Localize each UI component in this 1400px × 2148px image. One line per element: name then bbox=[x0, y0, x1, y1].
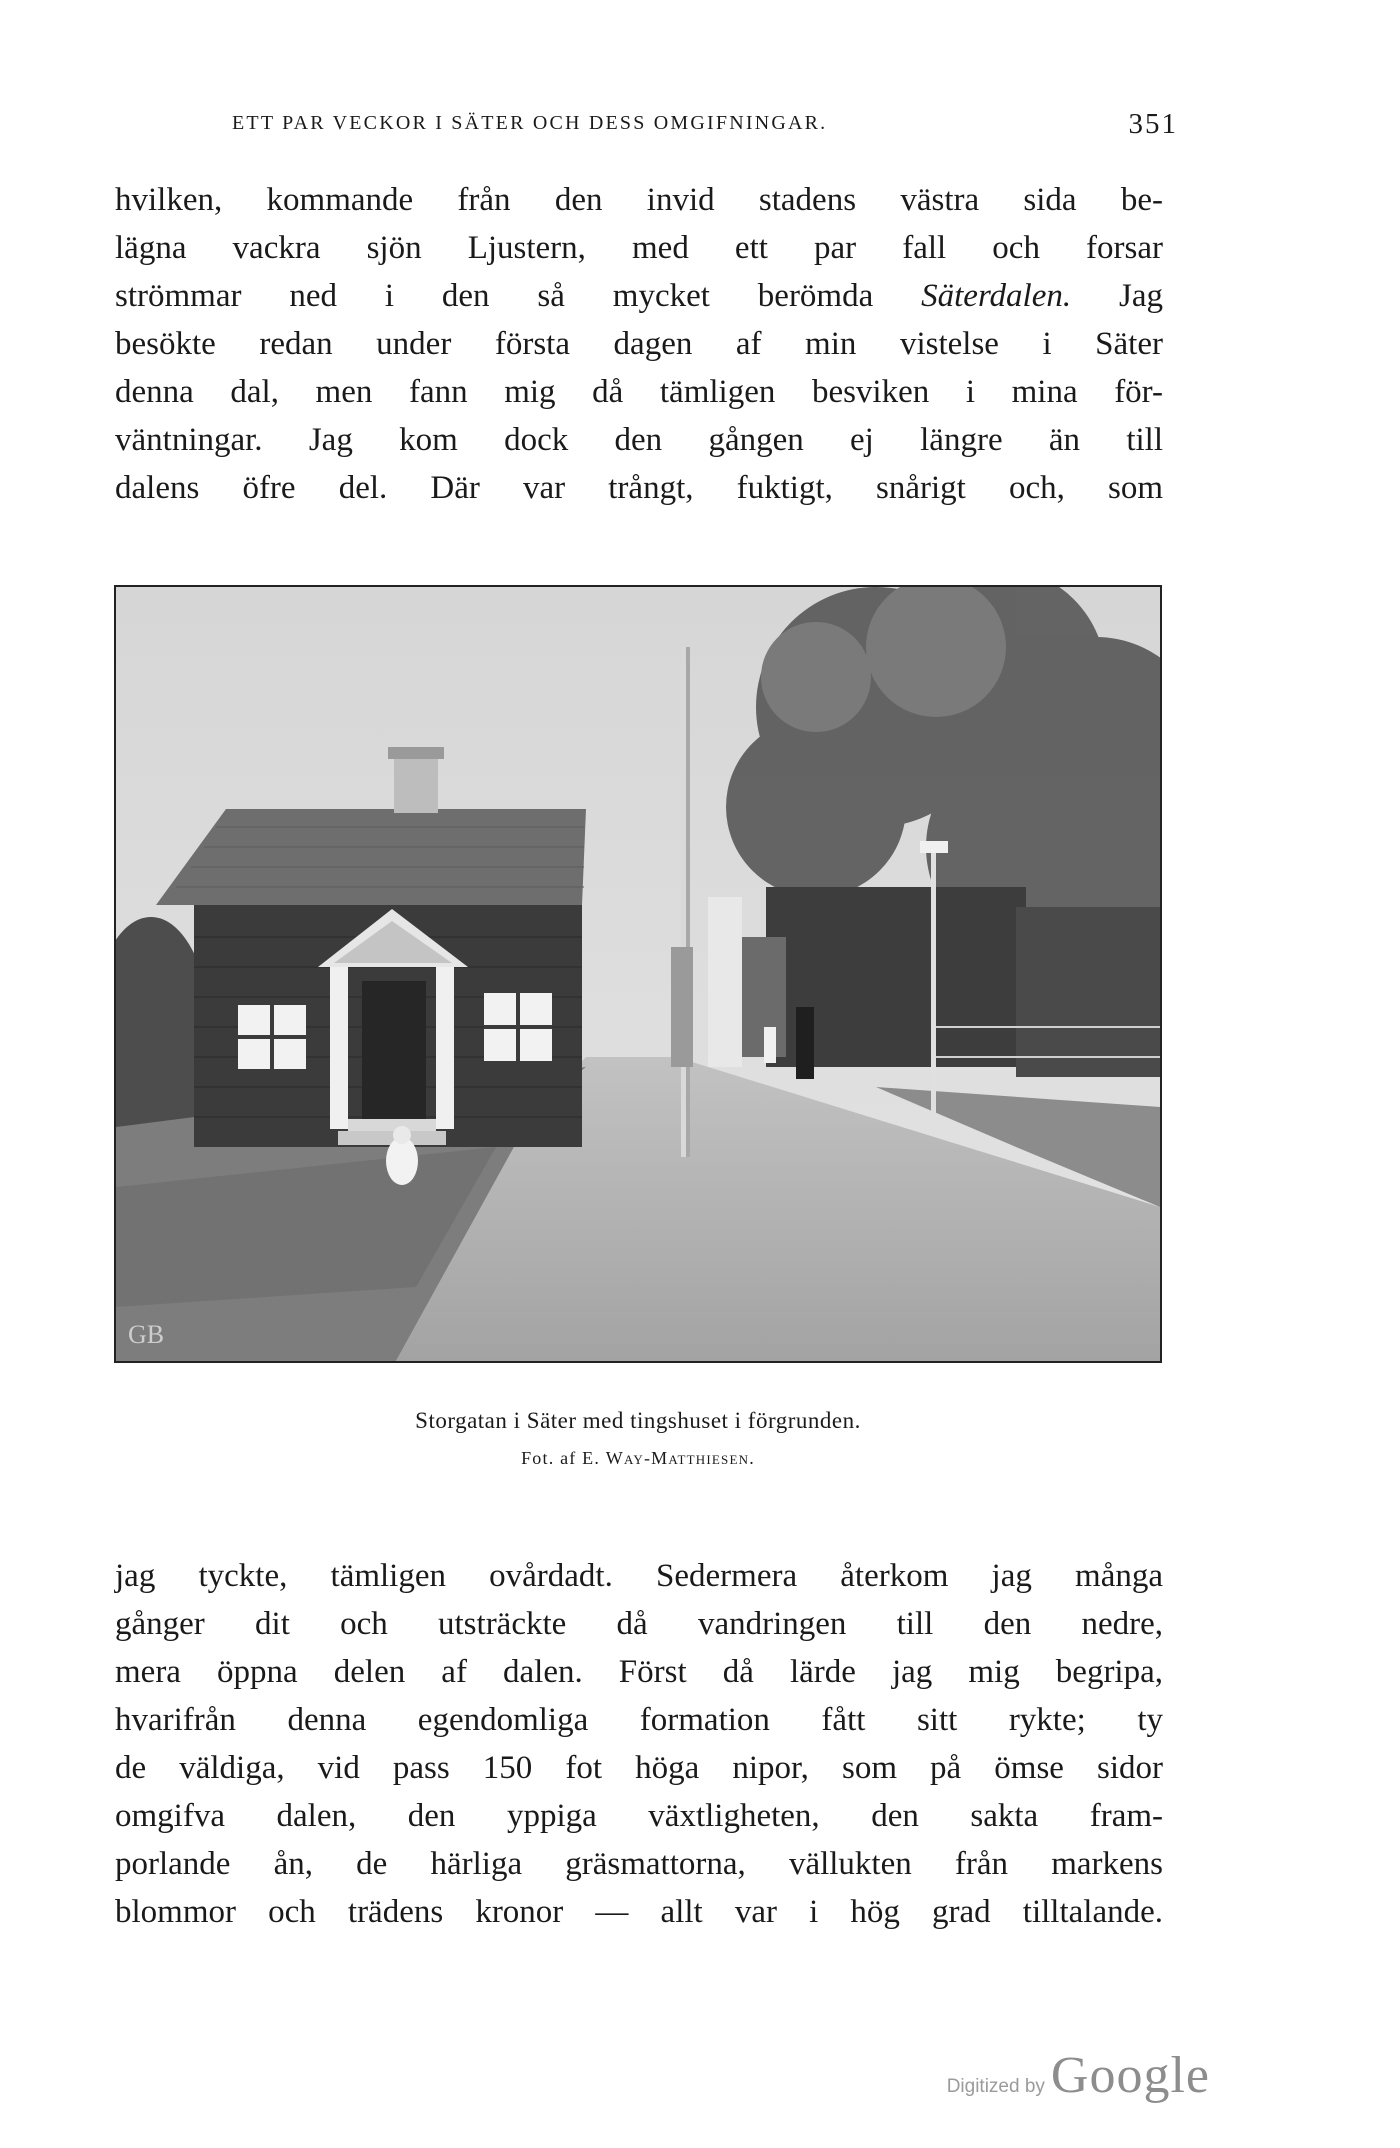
figure-caption: Storgatan i Säter med tingshuset i förgrunden. bbox=[415, 1408, 861, 1433]
text-segment: Jag bbox=[1119, 278, 1163, 314]
text-line: omgifva dalen, den yppiga växtligheten, den sakta fram- bbox=[115, 1798, 1163, 1834]
running-title: ETT PAR VECKOR I SÄTER OCH DESS OMGIFNINGAR. bbox=[232, 112, 828, 134]
text-line: dalens öfre del. Där var trångt, fuktigt, snårigt och, som bbox=[115, 470, 1163, 506]
place-name-italic: Säterdalen. bbox=[921, 278, 1072, 314]
paragraph-2 bbox=[115, 1552, 1163, 1936]
digitized-watermark bbox=[947, 2046, 1210, 2106]
photo-monogram: GB bbox=[128, 1320, 165, 1349]
text-line: lägna vackra sjön Ljustern, med ett par fall och forsar bbox=[115, 230, 1163, 266]
google-logo: Google bbox=[1050, 2047, 1210, 2104]
text-line: hvilken, kommande från den invid stadens västra sida be- bbox=[115, 182, 1163, 218]
credit-prefix: Fot. af E. bbox=[521, 1448, 601, 1468]
page-number: 351 bbox=[1128, 108, 1178, 140]
street-photograph bbox=[114, 585, 1162, 1363]
text-line: gånger dit och utsträckte då vandringen till den nedre, bbox=[115, 1606, 1163, 1642]
text-line: väntningar. Jag kom dock den gången ej längre än till bbox=[115, 422, 1163, 458]
running-head bbox=[232, 108, 1178, 146]
text-line: mera öppna delen af dalen. Först då lärde jag mig begripa, bbox=[115, 1654, 1163, 1690]
text-line: besökte redan under första dagen af min vistelse i Säter bbox=[115, 326, 1163, 362]
text-segment: strömmar ned i den så mycket berömda bbox=[115, 278, 874, 314]
text-line: blommor och trädens kronor — allt var i hög grad tilltalande. bbox=[115, 1894, 1163, 1930]
photographer-name: Way-Matthiesen. bbox=[605, 1448, 755, 1468]
text-line bbox=[115, 272, 1163, 320]
digitized-by-label: Digitized by bbox=[946, 2076, 1045, 2097]
text-line: denna dal, men fann mig då tämligen besviken i mina för- bbox=[115, 374, 1163, 410]
paragraph-1 bbox=[115, 176, 1163, 512]
text-line: hvarifrån denna egendomliga formation fått sitt rykte; ty bbox=[115, 1702, 1163, 1738]
photo-credit bbox=[114, 1448, 1162, 1469]
text-line: jag tyckte, tämligen ovårdadt. Sedermera återkom jag många bbox=[115, 1558, 1163, 1594]
text-line: de väldiga, vid pass 150 fot höga nipor, som på ömse sidor bbox=[115, 1750, 1163, 1786]
text-line: porlande ån, de härliga gräsmattorna, vällukten från markens bbox=[115, 1846, 1163, 1882]
